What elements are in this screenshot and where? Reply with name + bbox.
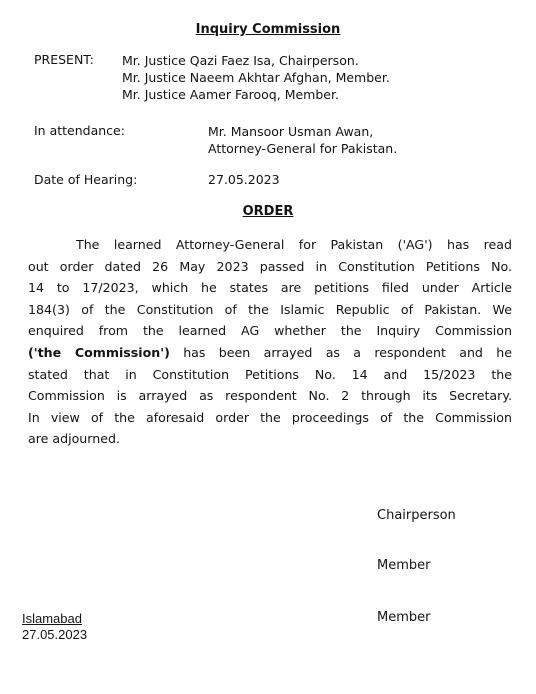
hearing-label: Date of Hearing: — [34, 172, 138, 187]
present-label: PRESENT: — [34, 52, 94, 67]
order-line: out order dated 26 May 2023 passed in Constitution Petitions No. — [28, 258, 512, 274]
attendance-title: Attorney-General for Pakistan. — [208, 141, 398, 156]
order-line: The learned Attorney-General for Pakistan ('AG') has read — [76, 237, 512, 252]
order-line-defined-term — [28, 342, 512, 364]
defined-term: ('the Commission') — [28, 344, 170, 360]
attendance-label: In attendance: — [34, 123, 125, 138]
present-member-chairperson: Mr. Justice Qazi Faez Isa, Chairperson. — [122, 53, 359, 68]
order-line: Commission is arrayed as respondent No. 2 through its Secretary. — [28, 388, 512, 404]
order-line: 184(3) of the Constitution of the Islamic Republic of Pakistan. We — [28, 301, 512, 317]
order-line: stated that in Constitution Petitions No. 14 and 15/2023 the — [28, 366, 512, 382]
order-line: enquired from the learned AG whether the Inquiry Commission — [28, 323, 512, 339]
document-title: Inquiry Commission — [195, 22, 341, 37]
order-line: are adjourned. — [28, 431, 120, 447]
present-members — [122, 52, 390, 103]
footer-date: 27.05.2023 — [22, 627, 88, 642]
footer-place: Islamabad — [22, 611, 82, 626]
attendance-block — [208, 123, 397, 157]
signature-member-1: Member — [377, 558, 431, 573]
order-body — [28, 234, 512, 450]
order-heading: ORDER — [242, 204, 294, 219]
present-member-2: Mr. Justice Aamer Farooq, Member. — [122, 87, 339, 102]
order-line: In view of the aforesaid order the proceedings of the Commission — [28, 409, 512, 425]
present-member-1: Mr. Justice Naeem Akhtar Afghan, Member. — [122, 70, 390, 85]
signature-member-2: Member — [377, 610, 431, 625]
attendance-name: Mr. Mansoor Usman Awan, — [208, 124, 374, 139]
order-line: 14 to 17/2023, which he states are petitions filed under Article — [28, 280, 512, 296]
hearing-date: 27.05.2023 — [208, 172, 280, 187]
signature-chairperson: Chairperson — [377, 508, 456, 523]
order-line-rest: has been arrayed as a respondent and he — [183, 344, 512, 360]
